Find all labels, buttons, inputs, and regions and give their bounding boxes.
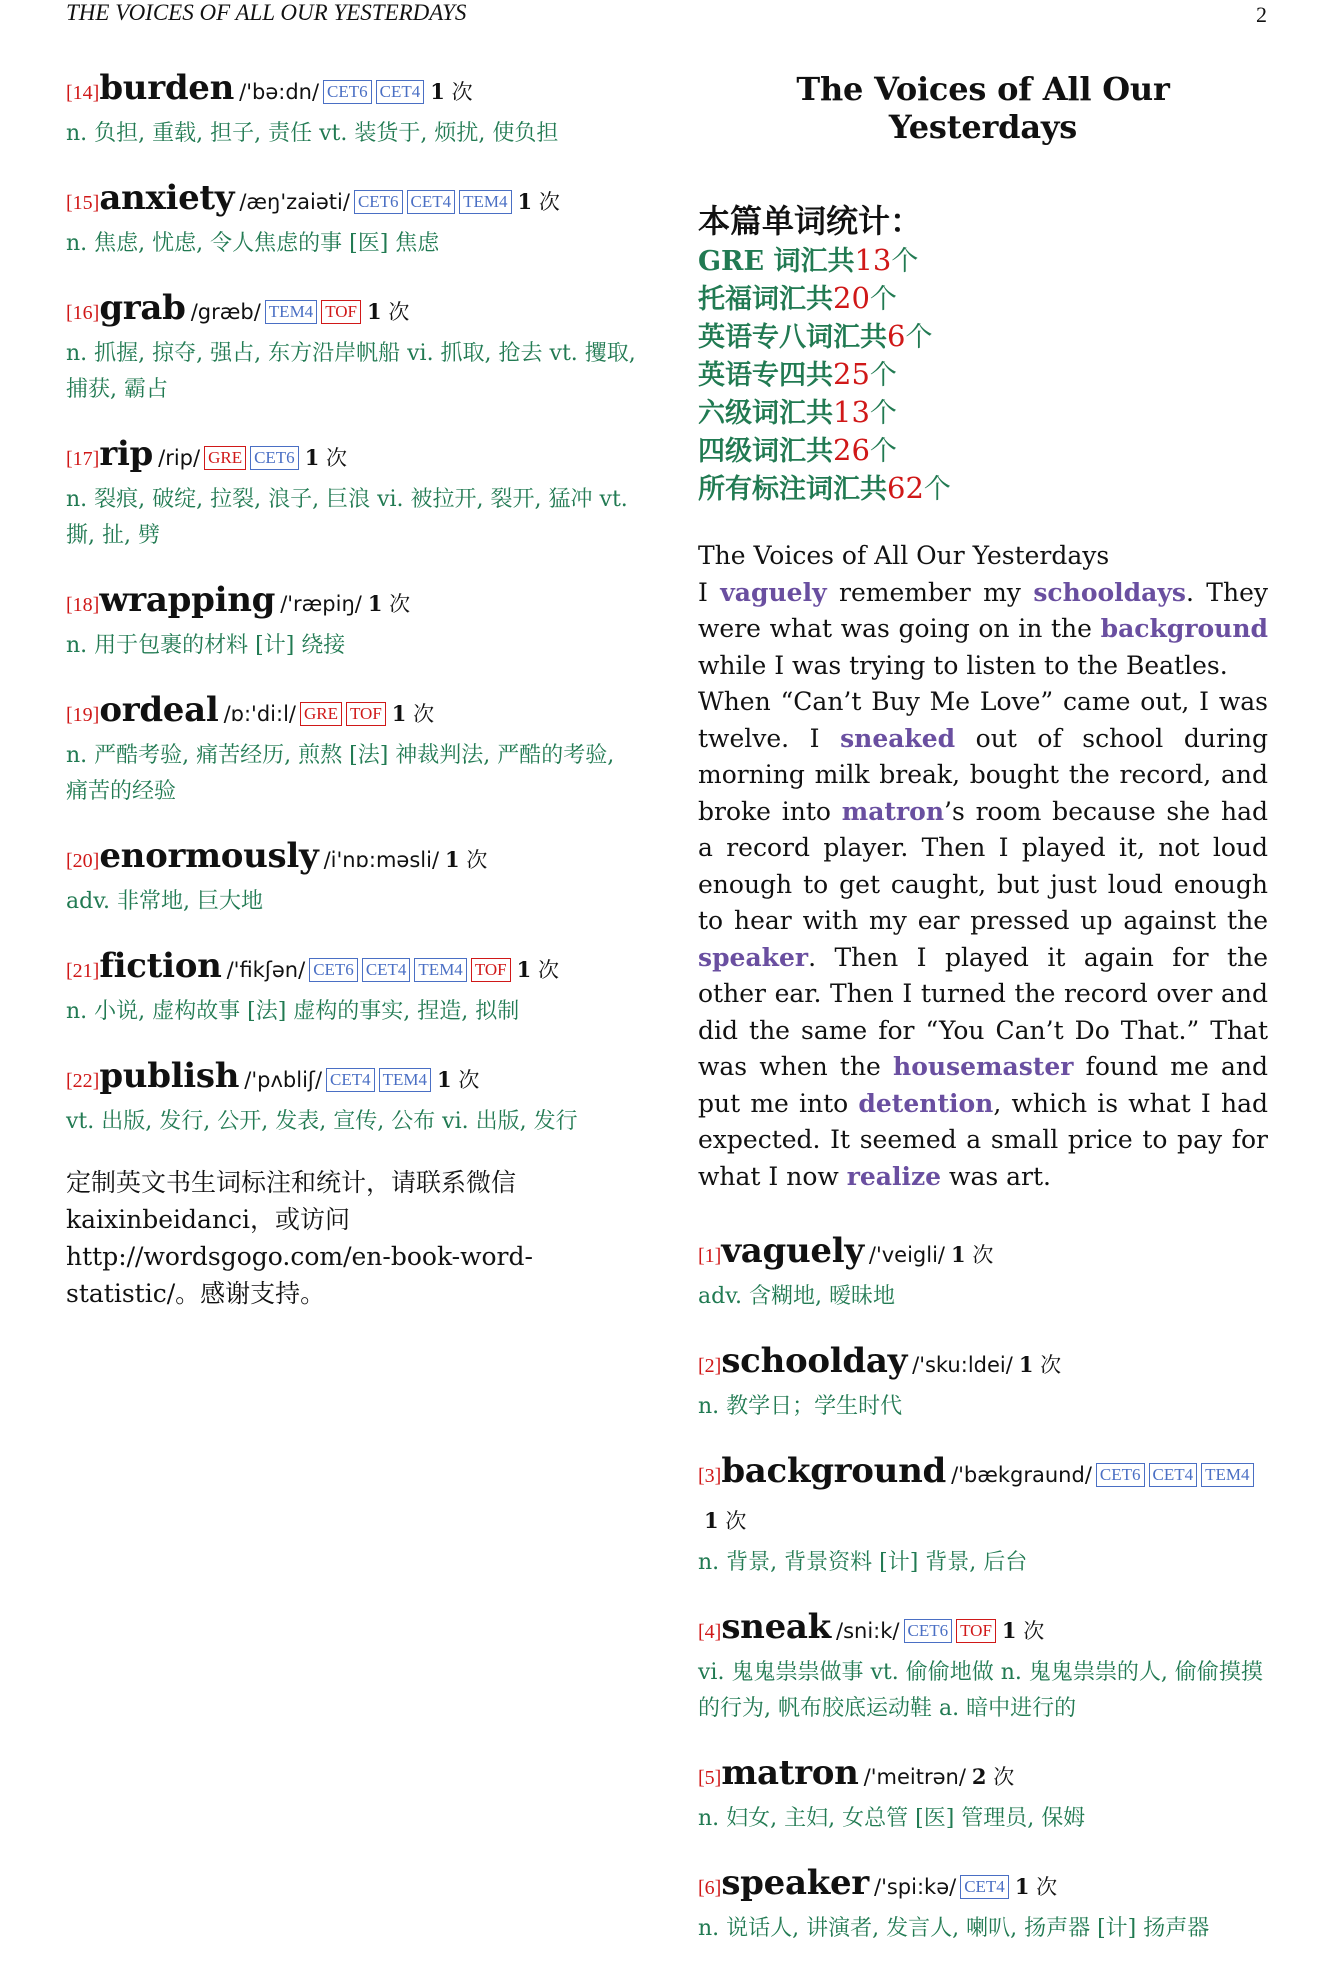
- highlighted-word: schooldays: [1033, 577, 1186, 607]
- entry-phonetic: /'bækgraund/: [951, 1463, 1092, 1487]
- exam-tag: CET4: [376, 80, 425, 104]
- entry-head: [66, 66, 636, 116]
- entry-phonetic: /sni:k/: [836, 1619, 900, 1643]
- stat-row: [698, 470, 1268, 508]
- entry-phonetic: /rip/: [158, 446, 201, 470]
- exam-tag: TEM4: [1201, 1463, 1253, 1487]
- stat-label: 英语专八词汇共: [698, 322, 887, 353]
- entry-phonetic: /græb/: [190, 300, 261, 324]
- entry-count: [1019, 1353, 1061, 1377]
- count-unit: 次: [1023, 1619, 1045, 1643]
- count-unit: 次: [466, 848, 488, 872]
- entry-definition: vi. 鬼鬼祟祟做事 vt. 偷偷地做 n. 鬼鬼祟祟的人, 偷偷摸摸的行为, 帆布胶底运动鞋 a. 暗中进行的: [698, 1660, 1263, 1721]
- highlighted-word: background: [1100, 614, 1268, 643]
- entry-phonetic: /'veigli/: [868, 1243, 946, 1267]
- count-unit: 次: [451, 80, 473, 104]
- entry-count: [430, 80, 472, 104]
- stat-row: [698, 242, 1268, 280]
- vocab-entry: [698, 1751, 1268, 1837]
- count-number: 1: [445, 847, 460, 872]
- entry-count: [972, 1765, 1014, 1789]
- entry-phonetic: /'bə:dn/: [239, 80, 320, 104]
- entry-definition: n. 焦虑, 忧虑, 令人焦虑的事 [医] 焦虑: [66, 231, 440, 256]
- entry-count: [445, 848, 487, 872]
- entry-index: [21]: [66, 960, 100, 982]
- entry-index: [15]: [66, 192, 100, 214]
- entry-index: [14]: [66, 82, 100, 104]
- entry-index: [20]: [66, 850, 100, 872]
- highlighted-word: matron: [841, 796, 945, 826]
- count-number: 1: [304, 445, 320, 470]
- entry-word: matron: [721, 1753, 859, 1793]
- entry-word: schoolday: [721, 1341, 908, 1381]
- entry-phonetic: /i'nɒ:məsli/: [323, 848, 440, 872]
- entry-phonetic: /'meitrən/: [863, 1765, 966, 1789]
- vocab-entry: [698, 1605, 1268, 1727]
- count-number: 1: [1014, 1874, 1030, 1899]
- count-unit: 次: [972, 1243, 994, 1267]
- entry-head: [698, 1229, 1268, 1279]
- passage-heading: The Voices of All Our Yesterdays: [698, 541, 1110, 570]
- exam-tag: TEM4: [379, 1068, 431, 1092]
- count-number: 2: [971, 1764, 987, 1789]
- vocab-entry: [66, 578, 636, 664]
- entry-head: [66, 286, 636, 336]
- highlighted-word: realize: [846, 1161, 942, 1191]
- entry-definition: n. 小说, 虚构故事 [法] 虚构的事实, 捏造, 拟制: [66, 999, 520, 1024]
- entry-head: [698, 1861, 1268, 1911]
- entry-count: [1002, 1619, 1044, 1643]
- highlighted-word: detention: [858, 1088, 994, 1118]
- exam-tag: TEM4: [414, 958, 466, 982]
- vocab-entry: [66, 1054, 636, 1140]
- right-vocab-list: [698, 1229, 1268, 1947]
- vocab-entry: [66, 688, 636, 810]
- entry-head: [66, 176, 636, 226]
- entry-definition: n. 抓握, 掠夺, 强占, 东方沿岸帆船 vi. 抓取, 抢去 vt. 攫取, 捕获, 霸占: [66, 341, 636, 402]
- running-header: THE VOICES OF ALL OUR YESTERDAYS: [66, 0, 467, 25]
- entry-head: [66, 578, 636, 628]
- entry-definition: n. 裂痕, 破绽, 拉裂, 浪子, 巨浪 vi. 被拉开, 裂开, 猛冲 vt. 撕, 扯, 劈: [66, 487, 628, 548]
- exam-tag: CET6: [309, 958, 358, 982]
- count-number: 1: [437, 1067, 452, 1092]
- stat-label: GRE 词汇共: [698, 246, 855, 277]
- exam-tag: CET4: [1149, 1463, 1198, 1487]
- exam-tag: CET6: [904, 1619, 953, 1643]
- entry-head: [66, 432, 636, 482]
- stat-label: 所有标注词汇共: [698, 474, 887, 505]
- vocab-entry: [66, 834, 636, 920]
- vocab-entry: [66, 944, 636, 1030]
- exam-tag: TOF: [471, 958, 511, 982]
- entry-word: wrapping: [99, 580, 276, 620]
- right-column: [698, 66, 1268, 1971]
- highlighted-word: speaker: [698, 942, 809, 972]
- left-column: [66, 66, 636, 1312]
- count-number: 1: [430, 79, 445, 104]
- stat-unit: 个: [869, 398, 897, 429]
- entry-count: [437, 1068, 479, 1092]
- entry-definition: adv. 含糊地, 暧昧地: [698, 1284, 895, 1309]
- entry-index: [1]: [698, 1245, 722, 1267]
- entry-definition: n. 说话人, 讲演者, 发言人, 喇叭, 扬声器 [计] 扬声器: [698, 1916, 1210, 1941]
- exam-tag: GRE: [204, 446, 246, 470]
- word-stats: [698, 200, 1268, 508]
- entry-head: [698, 1339, 1268, 1389]
- highlighted-word: vaguely: [720, 577, 827, 607]
- count-unit: 次: [537, 958, 559, 982]
- entry-phonetic: /'spi:kə/: [874, 1875, 957, 1899]
- count-unit: 次: [413, 702, 435, 726]
- stat-number: 25: [833, 357, 870, 391]
- count-unit: 次: [389, 592, 411, 616]
- entry-definition: n. 用于包裹的材料 [计] 绕接: [66, 633, 346, 658]
- entry-index: [4]: [698, 1621, 722, 1643]
- entry-count: [392, 702, 434, 726]
- entry-head: [698, 1605, 1268, 1655]
- entry-word: anxiety: [99, 178, 235, 218]
- entry-count: [951, 1243, 993, 1267]
- exam-tag: CET6: [250, 446, 299, 470]
- page-number: 2: [1256, 2, 1267, 27]
- vocab-entry: [66, 176, 636, 262]
- count-number: 1: [516, 957, 532, 982]
- entry-index: [6]: [698, 1877, 722, 1899]
- stat-label: 英语专四共: [698, 360, 833, 391]
- exam-tag: CET4: [362, 958, 411, 982]
- stat-unit: 个: [905, 322, 933, 353]
- exam-tag: TOF: [346, 702, 386, 726]
- vocab-entry: [698, 1861, 1268, 1947]
- count-number: 1: [367, 591, 383, 616]
- entry-count: [305, 446, 347, 470]
- stat-unit: 个: [869, 284, 897, 315]
- count-unit: 次: [1040, 1353, 1062, 1377]
- entry-phonetic: /'ræpiŋ/: [280, 592, 362, 616]
- entry-index: [18]: [66, 594, 100, 616]
- stat-number: 62: [887, 471, 924, 505]
- entry-head: [66, 688, 636, 738]
- passage-body: [698, 575, 1268, 1196]
- entry-word: publish: [99, 1056, 240, 1096]
- count-unit: 次: [458, 1068, 480, 1092]
- stat-row: [698, 318, 1268, 356]
- exam-tag: CET4: [407, 190, 456, 214]
- entry-count: [704, 1509, 746, 1533]
- count-number: 1: [391, 701, 407, 726]
- count-unit: 次: [725, 1509, 747, 1533]
- entry-word: enormously: [99, 836, 319, 876]
- vocab-entry: [66, 432, 636, 554]
- entry-phonetic: /æŋ'zaiəti/: [239, 190, 350, 214]
- exam-tag: TEM4: [265, 300, 317, 324]
- exam-tag: CET4: [326, 1068, 375, 1092]
- stat-row: [698, 432, 1268, 470]
- left-vocab-list: [66, 66, 636, 1140]
- stat-unit: 个: [869, 436, 897, 467]
- entry-count: [1015, 1875, 1057, 1899]
- stat-unit: 个: [923, 474, 951, 505]
- count-number: 1: [517, 189, 533, 214]
- entry-word: sneak: [721, 1607, 831, 1647]
- count-unit: 次: [388, 300, 410, 324]
- stat-number: 20: [833, 281, 870, 315]
- exam-tag: CET6: [354, 190, 403, 214]
- stat-row: [698, 394, 1268, 432]
- entry-word: speaker: [721, 1863, 869, 1903]
- vocab-entry: [698, 1449, 1268, 1581]
- stat-number: 6: [887, 319, 906, 353]
- entry-count: [518, 190, 560, 214]
- stat-label: 四级词汇共: [698, 436, 833, 467]
- entry-definition: adv. 非常地, 巨大地: [66, 889, 263, 914]
- entry-count: [517, 958, 559, 982]
- count-number: 1: [1001, 1618, 1017, 1643]
- entry-word: burden: [99, 68, 235, 108]
- vocab-entry: [66, 286, 636, 408]
- entry-phonetic: /'fikʃən/: [226, 958, 306, 982]
- stat-unit: 个: [891, 246, 919, 277]
- passage-paragraph: When “Can’t Buy Me Love” came out, I was twelve. I sneaked out of school during morning milk break, bought the record, and broke into matron’s room because she had a record player. Then I played it, not loud enough to get caught, but just loud enough to hear with my ear pressed up against the speaker. Then I played it again for the other ear. Then I turned the record over and did the same for “You Can’t Do That.” That was when the housemaster found me and put me into detention, which is what I had expected. It seemed a small price to pay for what I now realize was art.: [698, 687, 1268, 1191]
- highlighted-word: housemaster: [893, 1052, 1074, 1081]
- entry-word: background: [721, 1451, 946, 1491]
- stat-label: 六级词汇共: [698, 398, 833, 429]
- count-number: 1: [1018, 1352, 1034, 1377]
- stat-number: 26: [833, 433, 870, 467]
- entry-index: [17]: [66, 448, 100, 470]
- entry-head: [66, 1054, 636, 1104]
- stats-list: [698, 242, 1268, 508]
- highlighted-word: sneaked: [840, 723, 956, 753]
- stat-label: 托福词汇共: [698, 284, 833, 315]
- contact-note: 定制英文书生词标注和统计，请联系微信 kaixinbeidanci，或访问 http://wordsgogo.com/en-book-word-statistic/。感谢支持。: [66, 1168, 533, 1308]
- exam-tag: TEM4: [459, 190, 511, 214]
- entry-word: fiction: [99, 946, 222, 986]
- stat-row: [698, 280, 1268, 318]
- count-unit: 次: [326, 446, 347, 470]
- entry-head: [698, 1751, 1268, 1801]
- entry-definition: n. 负担, 重载, 担子, 责任 vt. 装货于, 烦扰, 使负担: [66, 121, 559, 146]
- exam-tag: TOF: [956, 1619, 996, 1643]
- stat-number: 13: [854, 243, 892, 277]
- count-number: 1: [951, 1242, 966, 1267]
- entry-phonetic: /ɒ:'di:l/: [223, 702, 296, 726]
- stat-number: 13: [833, 395, 870, 429]
- entry-index: [5]: [698, 1767, 722, 1789]
- entry-count: [368, 592, 410, 616]
- count-unit: 次: [538, 190, 560, 214]
- stats-title: 本篇单词统计：: [698, 202, 923, 240]
- entry-definition: n. 严酷考验, 痛苦经历, 煎熬 [法] 神裁判法, 严酷的考验, 痛苦的经验: [66, 743, 615, 804]
- entry-index: [16]: [66, 302, 100, 324]
- vocab-entry: [698, 1229, 1268, 1315]
- entry-word: vaguely: [721, 1231, 864, 1271]
- entry-head: [698, 1449, 1268, 1545]
- article-title: The Voices of All Our Yesterdays: [796, 70, 1170, 146]
- passage: [698, 538, 1268, 1195]
- entry-index: [3]: [698, 1465, 722, 1487]
- entry-word: ordeal: [99, 690, 219, 730]
- exam-tag: CET4: [960, 1875, 1009, 1899]
- entry-word: rip: [99, 434, 154, 474]
- stat-row: [698, 356, 1268, 394]
- count-number: 1: [367, 299, 382, 324]
- entry-head: [66, 944, 636, 994]
- vocab-entry: [66, 66, 636, 152]
- entry-phonetic: /'pʌbliʃ/: [244, 1068, 323, 1092]
- entry-phonetic: /'sku:ldei/: [912, 1353, 1013, 1377]
- count-unit: 次: [1036, 1875, 1058, 1899]
- stat-unit: 个: [869, 360, 897, 391]
- entry-definition: n. 教学日；学生时代: [698, 1394, 903, 1419]
- entry-definition: vt. 出版, 发行, 公开, 发表, 宣传, 公布 vi. 出版, 发行: [66, 1109, 578, 1134]
- entry-definition: n. 背景, 背景资料 [计] 背景, 后台: [698, 1550, 1028, 1575]
- entry-index: [22]: [66, 1070, 100, 1092]
- count-number: 1: [704, 1508, 719, 1533]
- entry-count: [367, 300, 409, 324]
- entry-head: [66, 834, 636, 884]
- entry-index: [19]: [66, 704, 100, 726]
- count-unit: 次: [993, 1765, 1015, 1789]
- exam-tag: GRE: [300, 702, 342, 726]
- exam-tag: TOF: [321, 300, 361, 324]
- passage-paragraph: I vaguely remember my schooldays. They were what was going on in the background while I was trying to listen to the Beatles.: [698, 577, 1268, 680]
- exam-tag: CET6: [1096, 1463, 1145, 1487]
- entry-word: grab: [99, 288, 186, 328]
- entry-index: [2]: [698, 1355, 722, 1377]
- vocab-entry: [698, 1339, 1268, 1425]
- exam-tag: CET6: [323, 80, 372, 104]
- entry-definition: n. 妇女, 主妇, 女总管 [医] 管理员, 保姆: [698, 1806, 1086, 1831]
